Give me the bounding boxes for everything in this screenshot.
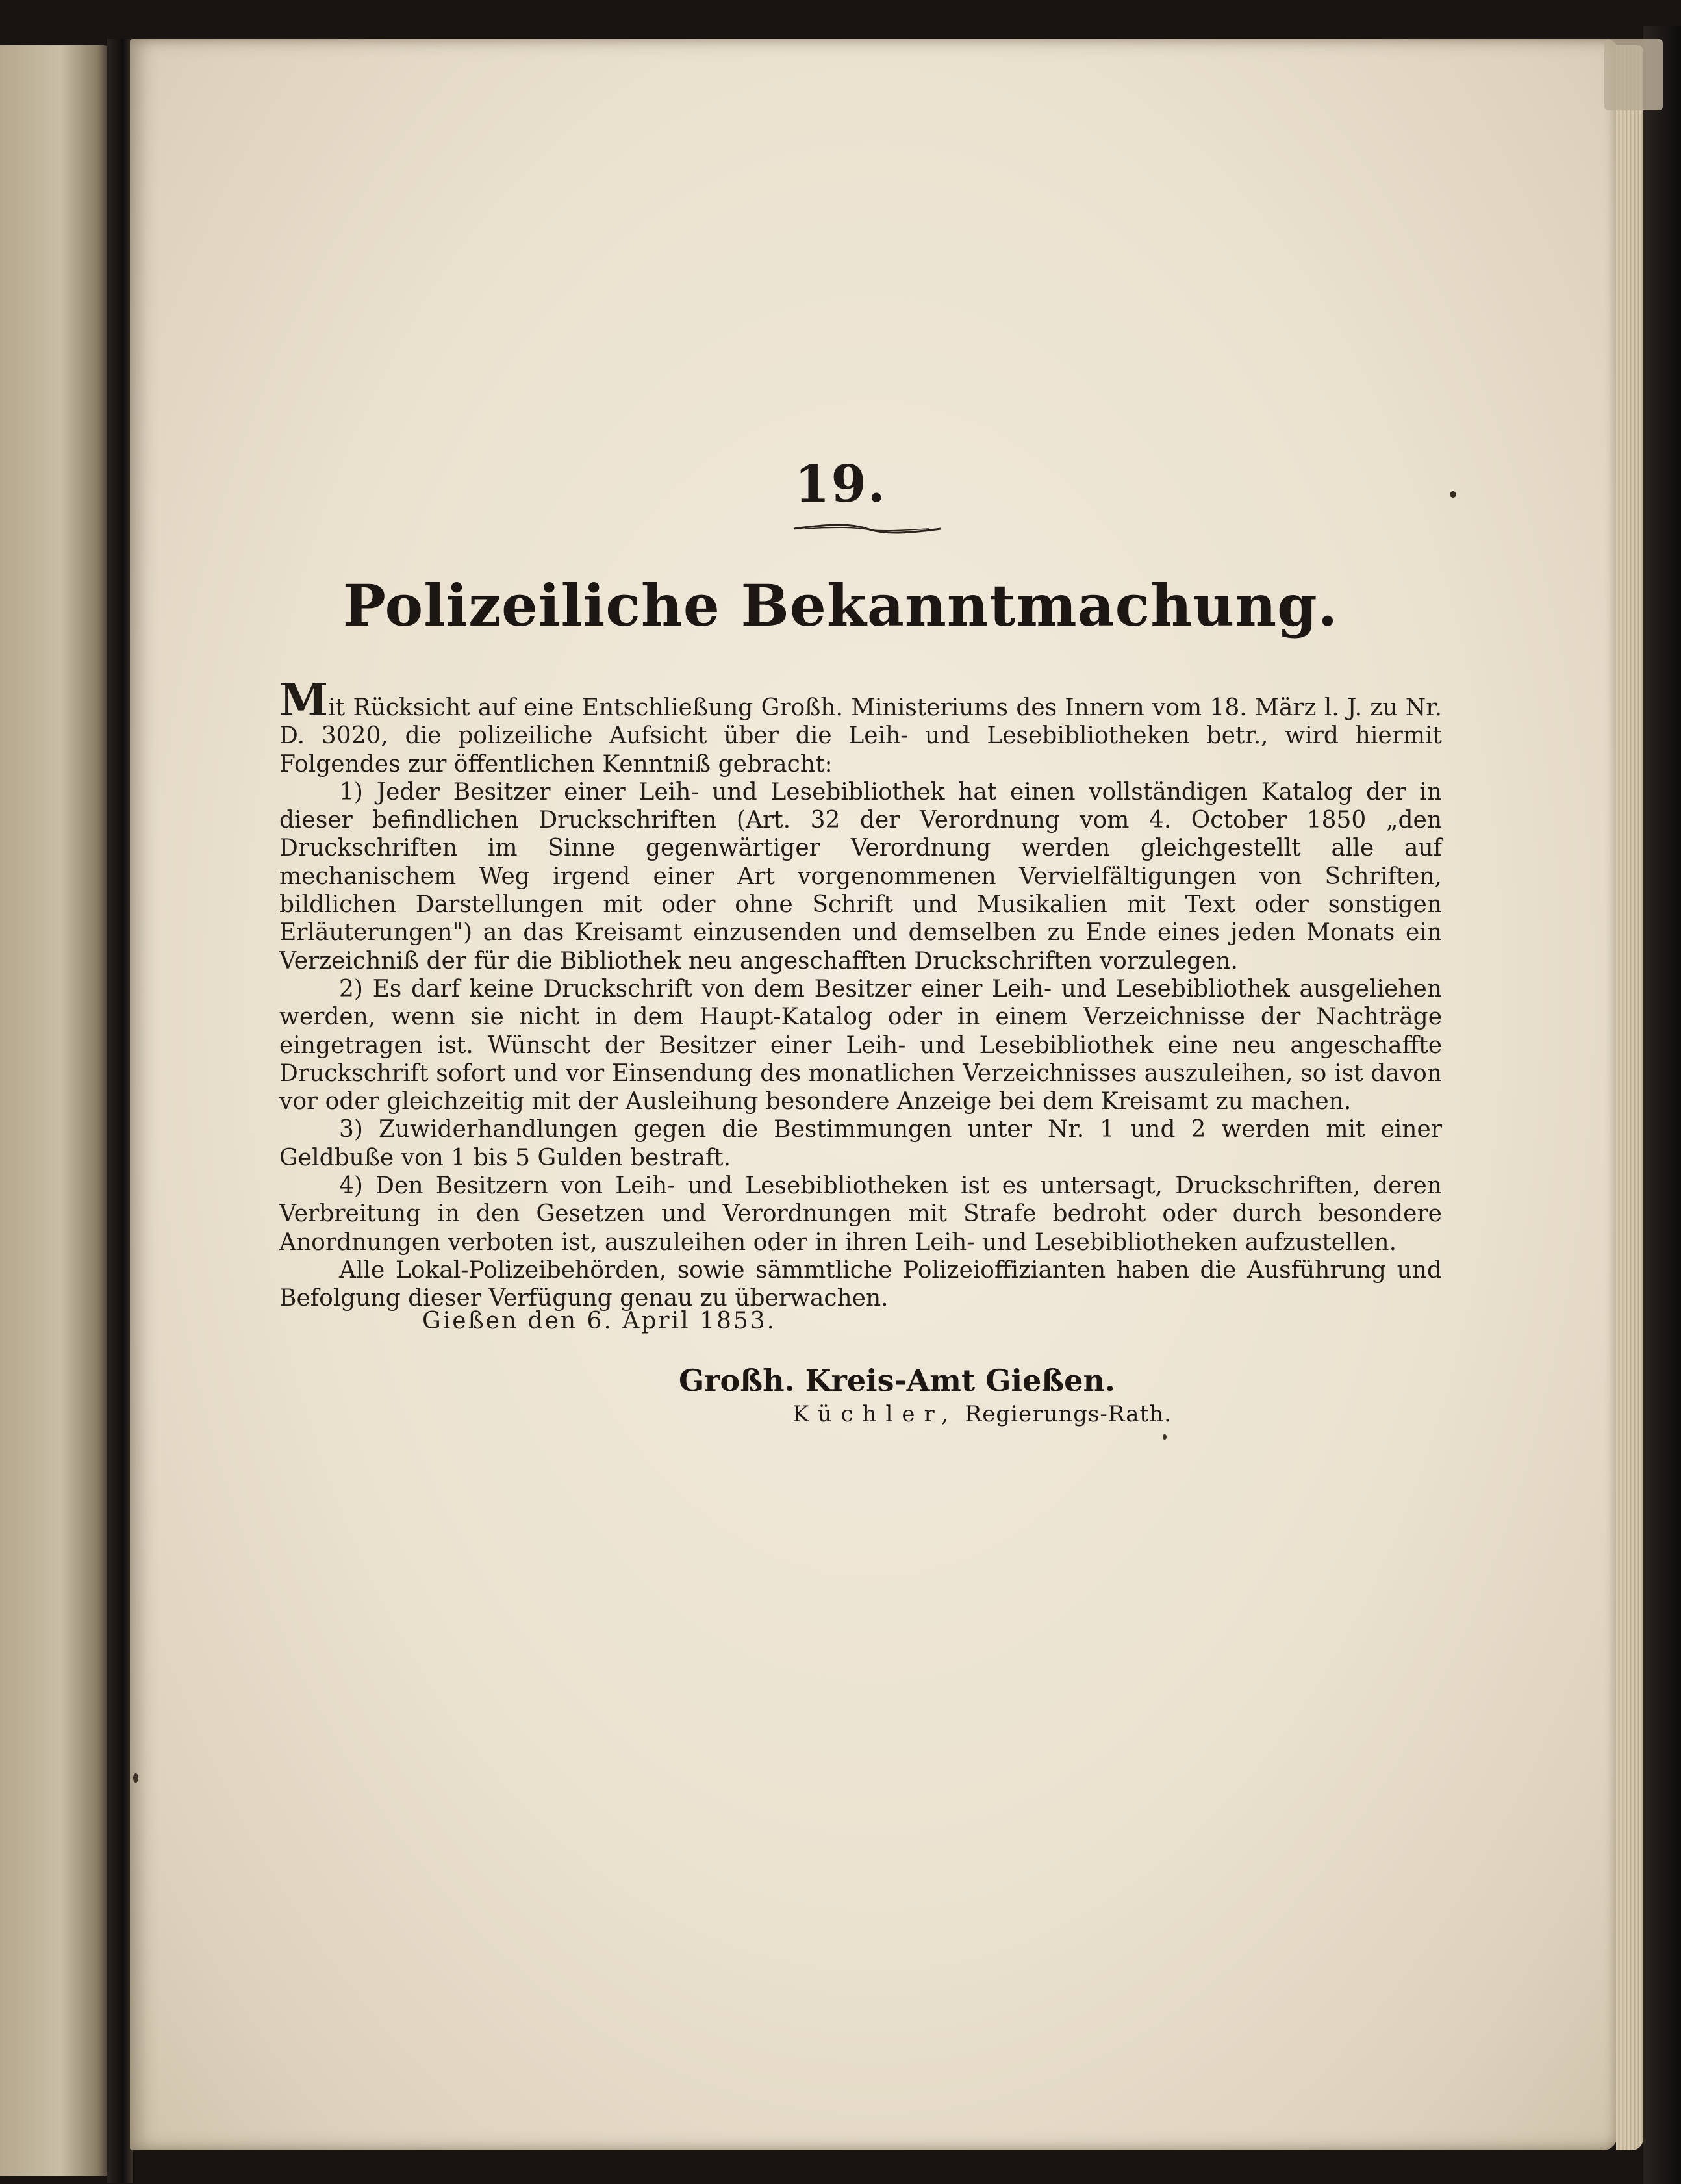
paper-speck <box>133 1773 138 1783</box>
notice-number: 19. <box>794 455 887 514</box>
intro-paragraph <box>279 674 1442 778</box>
closing-paragraph: Alle Lokal-Polizeibehörden, sowie sämmtliche Polizeioffizianten haben die Ausführung und Befolgung dieser Verfügung genau zu überwachen. <box>279 1256 1442 1312</box>
paragraph-3: 3) Zuwiderhandlungen gegen die Bestimmungen unter Nr. 1 und 2 werden mit einer Geldbuße von 1 bis 5 Gulden bestraft. <box>279 1116 1442 1171</box>
book-cover-edge <box>1643 26 1681 2184</box>
issuing-authority: Großh. Kreis-Amt Gießen. <box>679 1363 1115 1398</box>
date-line: Gießen den 6. April 1853. <box>422 1308 777 1334</box>
worn-corner <box>1604 39 1663 110</box>
signer-title: Regierungs-Rath. <box>965 1401 1172 1427</box>
signature-line <box>792 1401 1172 1427</box>
paragraph-2: 2) Es darf keine Druckschrift von dem Besitzer einer Leih- und Lesebibliothek ausgeliehen werden, wenn sie nicht in dem Haupt-Katalog oder in einem Verzeichnisse der Nachträge eingetragen ist. Wünscht der Besitzer einer Leih- und Lesebibliothek eine neu angeschaffte Druckschrift sofort und vor Einsendung des monatlichen Verzeichnisses auszuleihen, so ist davon vor oder gleichzeitig mit der Ausleihung besondere Anzeige bei dem Kreisamt zu machen. <box>279 975 1442 1115</box>
page-stack-edge <box>1616 45 1643 2150</box>
ornamental-rule <box>792 521 942 537</box>
paper-speck <box>1450 491 1456 498</box>
facing-page-edge <box>0 45 110 2176</box>
document-title: Polizeiliche Bekanntmachung. <box>342 572 1339 639</box>
paragraph-1: 1) Jeder Besitzer einer Leih- und Lesebibliothek hat einen vollständigen Katalog der in dieser befindlichen Druckschriften (Art. 32 der Verordnung vom 4. October 1850 „den Druckschriften im Sinne gegenwärtiger Verordnung werden gleichgestellt alle auf mechanischem Weg irgend einer Art vorgenommenen Vervielfältigungen von Schriften, bildlichen Darstellungen mit oder ohne Schrift und Musikalien mit Text oder sonstigen Erläuterungen") an das Kreisamt einzusenden und demselben zu Ende eines jeden Monats ein Verzeichniß der für die Bibliothek neu angeschafften Druckschriften vorzulegen. <box>279 778 1442 974</box>
drop-cap: M <box>279 674 329 726</box>
document-body <box>279 674 1442 1313</box>
intro-text: it Rücksicht auf eine Entschließung Großh. Ministeriums des Innern vom 18. März l. J. zu Nr. D. 3020, die polizeiliche Aufsicht über die Leih- und Lesebibliotheken betr., wird hiermit Folgendes zur öffentlichen Kenntniß gebracht: <box>279 694 1442 778</box>
signer-name: Küchler, <box>792 1401 957 1427</box>
paragraph-4: 4) Den Besitzern von Leih- und Lesebibliotheken ist es untersagt, Druckschriften, deren Verbreitung in den Gesetzen und Verordnungen mit Strafe bedroht oder durch besondere Anordnungen verboten ist, auszuleihen oder in ihren Leih- und Lesebibliotheken aufzustellen. <box>279 1173 1442 1256</box>
book-gutter <box>107 39 133 2183</box>
paper-speck <box>1163 1434 1167 1440</box>
